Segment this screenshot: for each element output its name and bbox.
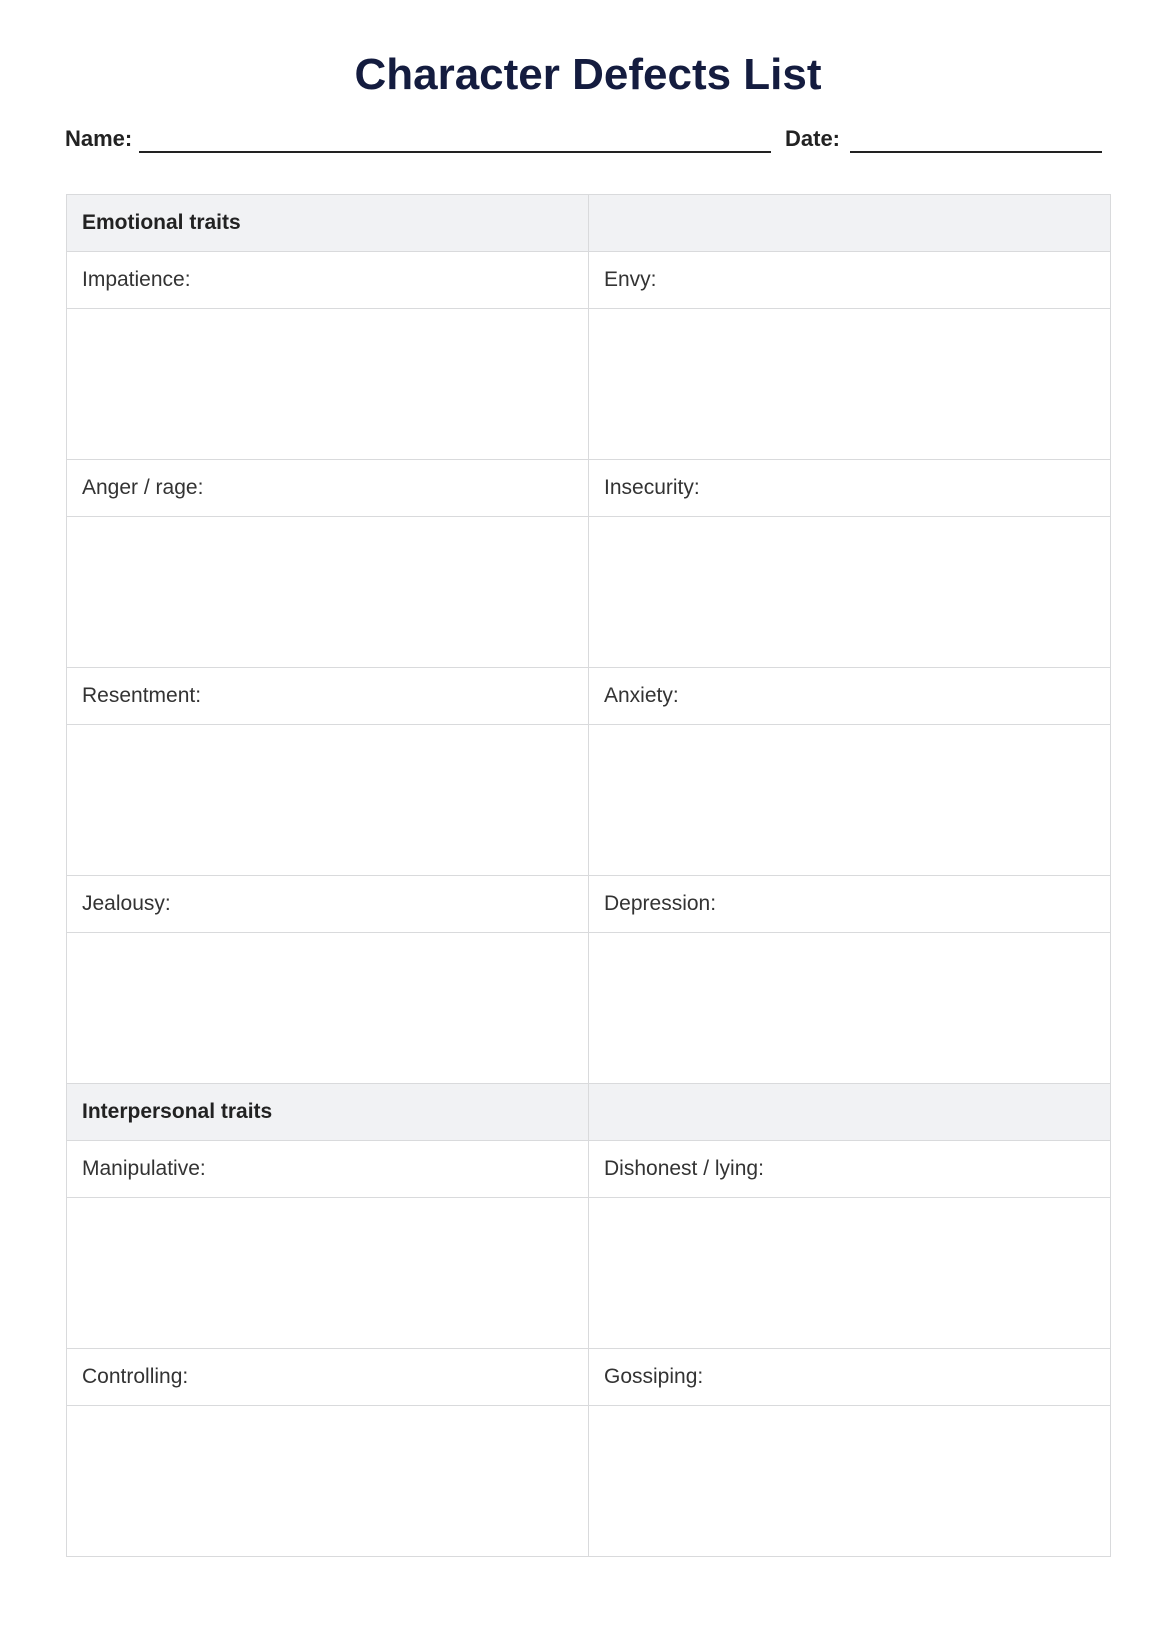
trait-answer-row	[67, 1198, 1111, 1349]
trait-answer-cell[interactable]	[67, 309, 589, 460]
section-heading: Emotional traits	[67, 195, 589, 252]
trait-label-row	[67, 1349, 1111, 1406]
trait-label: Resentment:	[67, 668, 589, 725]
answer-area[interactable]	[589, 1198, 1110, 1348]
trait-label: Impatience:	[67, 252, 589, 309]
trait-label: Anxiety:	[589, 668, 1111, 725]
section-header-row	[67, 1084, 1111, 1141]
section-heading-blank	[589, 195, 1111, 252]
name-field-line[interactable]	[139, 151, 771, 153]
trait-answer-cell[interactable]	[67, 933, 589, 1084]
answer-area[interactable]	[67, 933, 588, 1083]
section-heading: Interpersonal traits	[67, 1084, 589, 1141]
answer-area[interactable]	[589, 933, 1110, 1083]
answer-area[interactable]	[589, 309, 1110, 459]
answer-area[interactable]	[67, 309, 588, 459]
trait-answer-row	[67, 517, 1111, 668]
trait-label: Controlling:	[67, 1349, 589, 1406]
answer-area[interactable]	[67, 1406, 588, 1556]
trait-label: Jealousy:	[67, 876, 589, 933]
trait-answer-cell[interactable]	[67, 725, 589, 876]
trait-answer-row	[67, 309, 1111, 460]
trait-label-row	[67, 252, 1111, 309]
trait-answer-cell[interactable]	[589, 933, 1111, 1084]
trait-answer-cell[interactable]	[589, 309, 1111, 460]
answer-area[interactable]	[589, 1406, 1110, 1556]
answer-area[interactable]	[67, 517, 588, 667]
header-fields	[65, 124, 1115, 154]
trait-label-row	[67, 1141, 1111, 1198]
trait-label: Envy:	[589, 252, 1111, 309]
trait-answer-cell[interactable]	[589, 1198, 1111, 1349]
page-title: Character Defects List	[354, 50, 822, 99]
trait-answer-cell[interactable]	[589, 517, 1111, 668]
trait-label: Gossiping:	[589, 1349, 1111, 1406]
trait-label: Depression:	[589, 876, 1111, 933]
trait-label: Manipulative:	[67, 1141, 589, 1198]
trait-answer-cell[interactable]	[67, 1198, 589, 1349]
answer-area[interactable]	[589, 517, 1110, 667]
trait-answer-row	[67, 1406, 1111, 1557]
trait-label-row	[67, 876, 1111, 933]
trait-answer-row	[67, 725, 1111, 876]
name-label: Name:	[65, 126, 133, 151]
date-field-line[interactable]	[850, 151, 1102, 153]
section-header-row	[67, 195, 1111, 252]
answer-area[interactable]	[67, 1198, 588, 1348]
trait-answer-row	[67, 933, 1111, 1084]
answer-area[interactable]	[67, 725, 588, 875]
trait-label: Anger / rage:	[67, 460, 589, 517]
trait-answer-cell[interactable]	[589, 725, 1111, 876]
date-label: Date:	[785, 126, 841, 151]
defects-table	[66, 194, 1111, 1557]
trait-label: Dishonest / lying:	[589, 1141, 1111, 1198]
section-heading-blank	[589, 1084, 1111, 1141]
trait-label-row	[67, 668, 1111, 725]
answer-area[interactable]	[589, 725, 1110, 875]
trait-answer-cell[interactable]	[67, 1406, 589, 1557]
trait-label-row	[67, 460, 1111, 517]
trait-answer-cell[interactable]	[67, 517, 589, 668]
trait-label: Insecurity:	[589, 460, 1111, 517]
trait-answer-cell[interactable]	[589, 1406, 1111, 1557]
